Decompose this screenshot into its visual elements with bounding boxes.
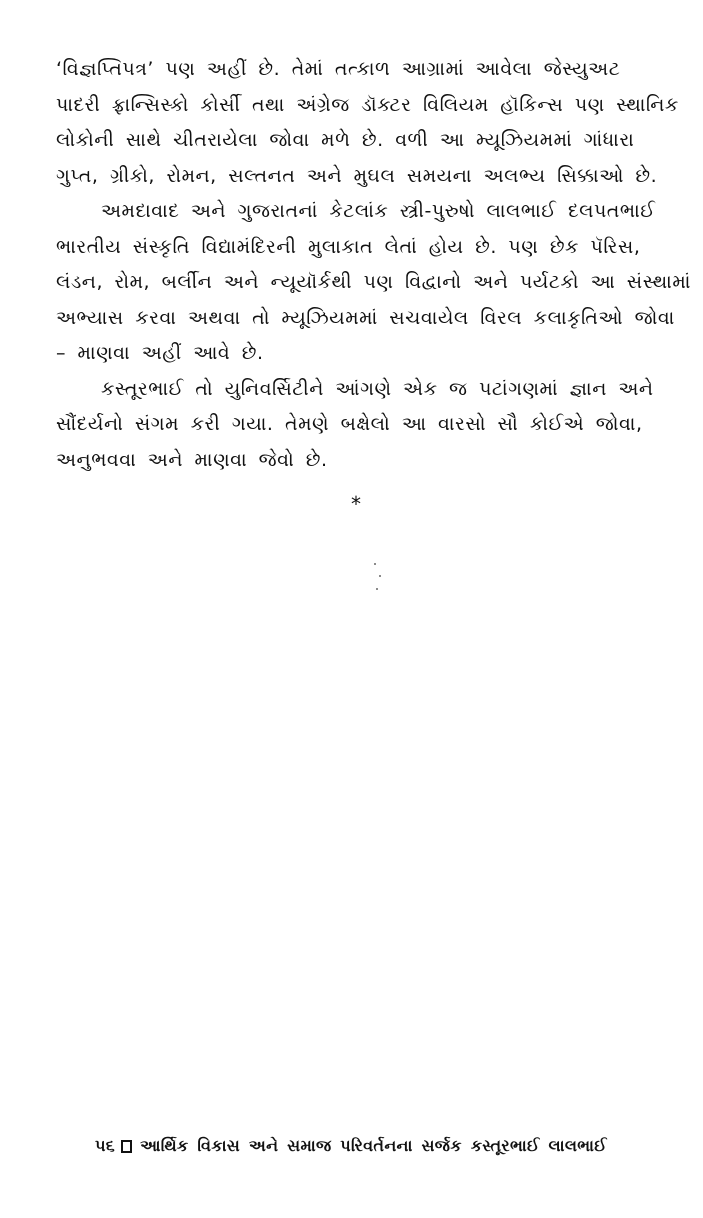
text-line: ભારતીય સંસ્કૃતિ વિદ્યામંદિરની મુલાકાત લેતાં હોય છે. પણ છેક પૅરિસ, — [56, 235, 641, 258]
footer-book-title: આર્થિક વિકાસ અને સમાજ પરિવર્તનના સર્જક કસ્તૂરભાઈ લાલભાઈ — [140, 1136, 607, 1155]
text-line: ગુપ્ત, ગ્રીકો, રોમન, સલ્તનત અને મુઘલ સમયના અલભ્ય સિક્કાઓ છે. — [56, 164, 658, 187]
section-separator-asterisk: * — [351, 492, 361, 516]
scan-speck — [374, 563, 376, 565]
text-line: પાદરી ફ્રાન્સિસ્કો કોર્સી તથા અંગ્રેજ ડૉક્ટર વિલિયમ હૉકિન્સ પણ સ્થાનિક — [56, 93, 679, 116]
text-line: ‘વિજ્ઞપ્તિપત્ર’ પણ અહીં છે. તેમાં તત્કાળ આગ્રામાં આવેલા જેસ્યુઅટ — [56, 58, 621, 80]
running-footer — [95, 1135, 635, 1157]
page-number: ૫૬ — [95, 1136, 116, 1155]
scan-speck — [376, 588, 378, 590]
paragraph-3 — [56, 372, 656, 479]
paragraph-2 — [56, 194, 691, 372]
text-line: લંડન, રોમ, બર્લીન અને ન્યૂયૉર્કથી પણ વિદ્વાનો અને પર્યટકો આ સંસ્થામાં — [56, 271, 691, 293]
text-line: અનુભવવા અને માણવા જેવો છે. — [56, 448, 328, 471]
paragraph-1 — [56, 52, 679, 194]
scan-speck — [379, 575, 381, 577]
body-text — [56, 52, 691, 478]
text-line: અમદાવાદ અને ગુજરાતનાં કેટલાંક સ્ત્રી-પુરુષો લાલભાઈ દલપતભાઈ — [101, 200, 656, 222]
text-line: સૌંદર્યનો સંગમ કરી ગયા. તેમણે બક્ષેલો આ વારસો સૌ કોઈએ જોવા, — [56, 413, 643, 435]
text-line: અભ્યાસ કરવા અથવા તો મ્યૂઝિયમમાં સચવાયેલ વિરલ કલાકૃતિઓ જોવા — [56, 306, 675, 329]
text-line: – માણવા અહીં આવે છે. — [56, 342, 264, 364]
square-box-icon — [121, 1140, 132, 1153]
text-line: લોકોની સાથે ચીતરાયેલા જોવા મળે છે. વળી આ મ્યૂઝિયમમાં ગાંધારા — [56, 129, 635, 151]
text-line: કસ્તૂરભાઈ તો યુનિવર્સિટીને આંગણે એક જ પટાંગણમાં જ્ઞાન અને — [101, 377, 654, 400]
